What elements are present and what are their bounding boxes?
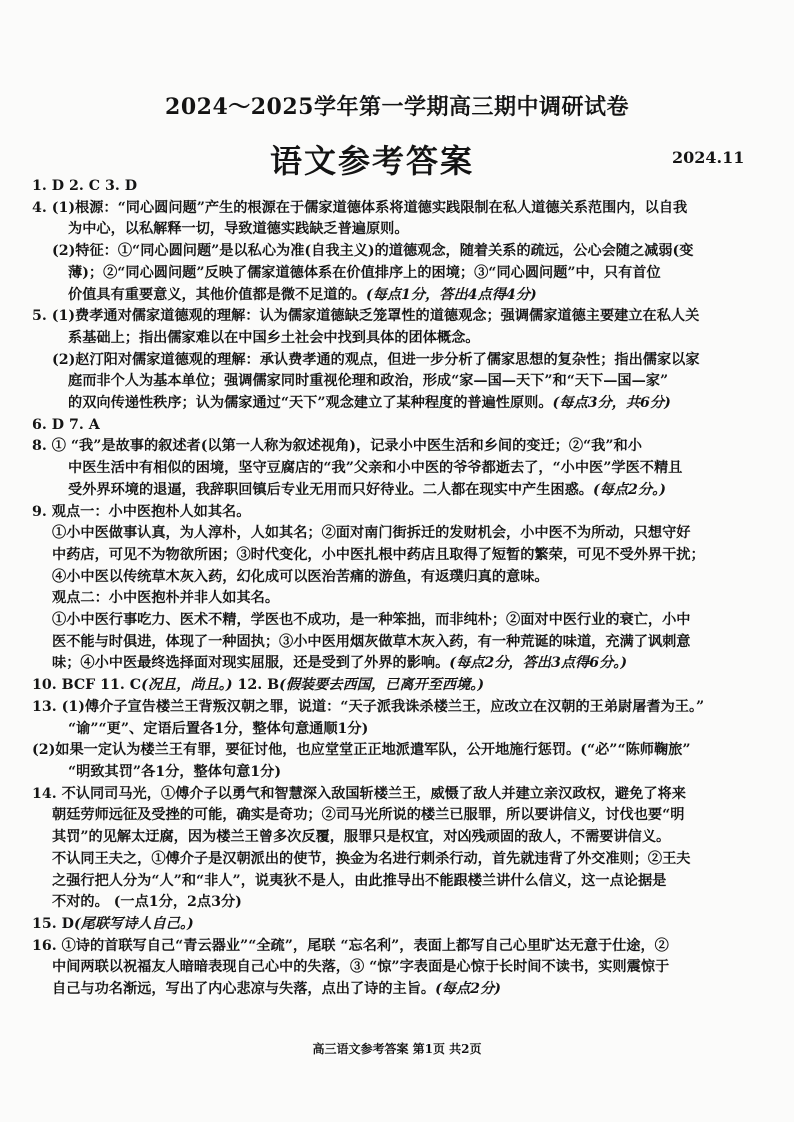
answer-text: 味；④小中医最终选择面对现实屈服，还是受到了外界的影响。 — [52, 655, 450, 672]
answer-line — [32, 914, 776, 936]
answer-text: 不认同王夫之，①傅介子是汉朝派出的使节，换金为名进行刺杀行动，首先就违背了外交准则；②王夫 — [52, 850, 691, 867]
answer-text: 价值具有重要意义，其他价值都是微不足道的。 — [68, 286, 366, 303]
answer-text: 13. (1)傅介子宣告楼兰王背叛汉朝之罪，说道：“天子派我诛杀楼兰王，应改立在汉朝的王弟尉屠耆为王。” — [32, 698, 705, 715]
answer-line — [32, 502, 776, 524]
answer-text: (2)赵汀阳对儒家道德观的理解：承认费孝通的观点，但进一步分析了儒家思想的复杂性；指出儒家以家 — [52, 351, 700, 368]
exam-title: 2024～2025学年第一学期高三期中调研试卷 — [165, 94, 629, 120]
answer-line — [32, 979, 776, 1001]
answer-line — [32, 523, 776, 545]
answer-line — [32, 697, 776, 719]
answer-line — [32, 263, 776, 285]
answer-text: 16. ①诗的首联写自己“青云器业”“全疏”，尾联 “忘名利”，表面上都写自己心里旷达无意于仕途，② — [32, 937, 669, 954]
answer-text: 14. 不认同司马光，①傅介子以勇气和智慧深入敌国斩楼兰王，威慑了敌人并建立亲汉政权，避免了将来 — [32, 785, 686, 802]
answer-text: 6. D 7. A — [32, 416, 100, 433]
answer-text: 受外界环境的退逼，我辞职回镇后专业无用而只好待业。二人都在现实中产生困惑。 — [68, 481, 593, 498]
answer-line — [32, 849, 776, 871]
answer-line — [32, 675, 776, 697]
answer-line — [32, 762, 776, 784]
scoring-note: (每点2分。) — [592, 481, 666, 498]
answer-text: 中间两联以祝福友人暗暗表现自己心中的失落，③ “惊”字表面是心惊于长时间不读书，实则震惊于 — [52, 959, 670, 976]
answer-line — [32, 719, 776, 741]
answer-text: ①小中医做事认真，为人淳朴，人如其名；②面对南门街拆迁的发财机会，小中医不为所动，只想守好 — [52, 525, 691, 542]
answer-line — [32, 306, 776, 328]
answer-text: ①小中医行事吃力、医术不精，学医也不成功，是一种笨拙，而非纯朴；②面对中医行业的衰亡，小中 — [52, 612, 691, 629]
answer-text: (2)特征：①“同心圆问题”是以私心为准(自我主义)的道德观念，随着关系的疏远，公心会随之减弱(变 — [52, 243, 694, 260]
answer-line — [32, 176, 776, 198]
answer-key-heading: 语文参考答案 — [270, 142, 475, 180]
page-footer: 高三语文参考答案 第1页 共2页 — [312, 1042, 482, 1056]
answer-text: 朝廷劳师远征及受挫的可能，确实是奇功；②司马光所说的楼兰已服罪，所以要讲信义，讨伐也要“明 — [52, 807, 685, 824]
exam-date: 2024.11 — [672, 148, 745, 167]
answer-line — [32, 957, 776, 979]
scoring-note: (假装要去西国，已离开至西境。) — [279, 677, 485, 694]
answer-text: 8. ① “我”是故事的叙述者(以第一人称为叙述视角)，记录小中医生活和乡间的变迁；②“我”和小 — [32, 438, 642, 455]
answer-line — [32, 892, 776, 914]
answer-line — [32, 545, 776, 567]
answer-line — [32, 632, 776, 654]
answer-line — [32, 653, 776, 675]
answer-text: 中医生活中有相似的困境，坚守豆腐店的“我”父亲和小中医的爷爷都逝去了，“小中医”学医不精且 — [68, 460, 683, 477]
scoring-note: (尾联写诗人自己。) — [73, 915, 194, 932]
answer-line — [32, 371, 776, 393]
answer-line — [32, 241, 776, 263]
answer-text: (2)如果一定认为楼兰王有罪，要征讨他，也应堂堂正正地派遣军队，公开地施行惩罚。(“必”“陈师鞠旅” — [32, 742, 691, 759]
answer-text: 5. (1)费孝通对儒家道德观的理解：认为儒家道德缺乏笼罩性的道德观念；强调儒家道德主要建立在私人关 — [32, 308, 700, 325]
answer-text: 10. BCF 11. C — [32, 677, 142, 694]
answer-text: 9. 观点一：小中医抱朴人如其名。 — [32, 503, 251, 520]
scoring-note: (况且，尚且。) — [141, 677, 233, 694]
answer-text: 为中心，以私解释一切，导致道德实践缺乏普遍原则。 — [68, 221, 409, 238]
answer-text: 4. (1)根源：“同心圆问题”产生的根源在于儒家道德体系将道德实践限制在私人道德关系范围内，以自我 — [32, 199, 688, 216]
answer-line — [32, 827, 776, 849]
answer-text: 15. D — [32, 915, 74, 932]
answer-text: ④小中医以传统草木灰入药，幻化成可以医治苦痛的游鱼，有返璞归真的意味。 — [52, 568, 549, 585]
answer-line — [32, 436, 776, 458]
answer-text: 系基础上；指出儒家难以在中国乡土社会中找到具体的团体概念。 — [68, 329, 480, 346]
answer-text: “明致其罚”各1分，整体句意1分) — [68, 763, 282, 780]
scoring-note: (每点2分，答出3点得6分。) — [449, 655, 628, 672]
scoring-note: (每点3分，共6分) — [552, 395, 671, 412]
answer-content — [32, 176, 776, 1001]
answer-line — [32, 805, 776, 827]
answer-line — [32, 415, 776, 437]
answer-line — [32, 350, 776, 372]
answer-text: 不对的。 (一点1分，2点3分) — [52, 894, 242, 911]
answer-line — [32, 328, 776, 350]
answer-line — [32, 588, 776, 610]
answer-line — [32, 871, 776, 893]
answer-line — [32, 610, 776, 632]
answer-text: 医不能与时俱进，体现了一种固执；③小中医用烟灰做草木灰入药，有一种荒诞的味道，充满了讽刺意 — [52, 633, 691, 650]
answer-text: 12. B — [232, 677, 280, 694]
scoring-note: (每点2分) — [435, 981, 501, 998]
answer-text: 之强行把人分为“人”和“非人”，说夷狄不是人，由此推导出不能跟楼兰讲什么信义，这一点论据是 — [52, 872, 667, 889]
answer-text: 薄)；②“同心圆问题”反映了儒家道德体系在价值排序上的困境；③“同心圆问题”中，只有首位 — [68, 264, 661, 281]
answer-line — [32, 285, 776, 307]
answer-text: 其罚”的见解太迂腐，因为楼兰王曾多次反覆，服罪只是权宜，对凶残顽固的敌人，不需要讲信义。 — [52, 829, 671, 846]
answer-line — [32, 219, 776, 241]
answer-text: 观点二：小中医抱朴并非人如其名。 — [52, 590, 280, 607]
answer-line — [32, 784, 776, 806]
answer-line — [32, 936, 776, 958]
answer-text: 庭而非个人为基本单位；强调儒家同时重视伦理和政治，形成“家—国—天下”和“天下—国—家” — [68, 373, 669, 390]
answer-text: 1. D 2. C 3. D — [32, 178, 138, 194]
answer-text: 自己与功名渐远，写出了内心悲凉与失落，点出了诗的主旨。 — [52, 981, 436, 998]
answer-line — [32, 393, 776, 415]
answer-line — [32, 740, 776, 762]
answer-text: “谕”“更”、定语后置各1分，整体句意通顺1分) — [68, 720, 369, 737]
scoring-note: (每点1分，答出4点得4分) — [365, 286, 537, 303]
answer-line — [32, 198, 776, 220]
answer-line — [32, 458, 776, 480]
answer-line — [32, 567, 776, 589]
answer-text: 的双向传递性秩序；认为儒家通过“天下”观念建立了某种程度的普遍性原则。 — [68, 395, 553, 412]
answer-text: 中药店，可见不为物欲所困；③时代变化，小中医扎根中药店且取得了短暂的繁荣，可见不受外界干扰； — [52, 546, 705, 563]
answer-line — [32, 480, 776, 502]
